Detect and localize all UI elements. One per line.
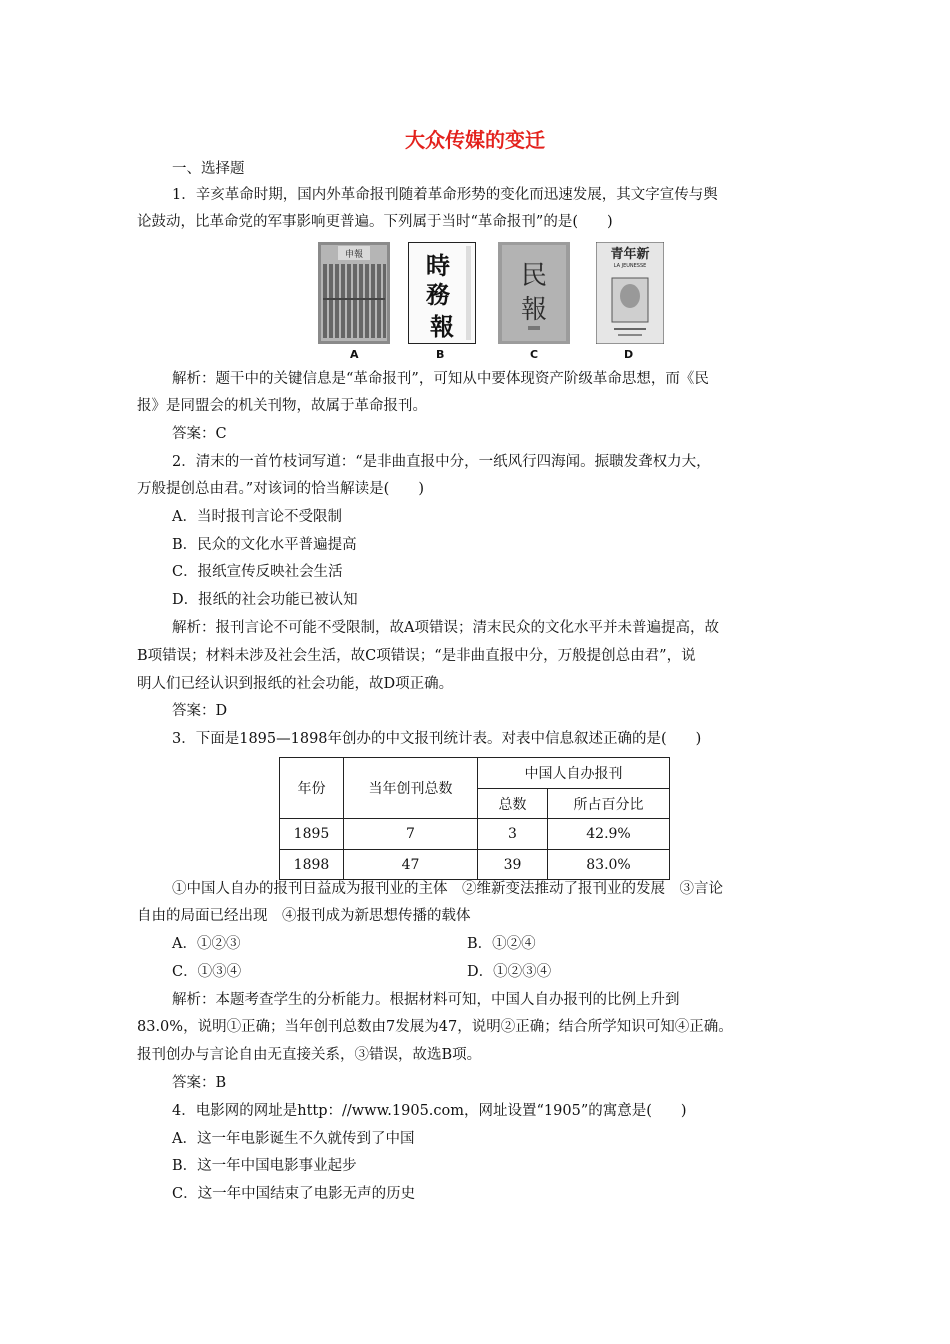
question-3-option-a: A．①②③ — [172, 936, 241, 952]
option-a-image — [318, 242, 390, 361]
cell-count: 39 — [478, 850, 548, 880]
cell-total: 47 — [344, 850, 478, 880]
question-4-option-a: A．这一年电影诞生不久就传到了中国 — [172, 1131, 415, 1147]
question-3-analysis-cont: 83.0%，说明①正确；当年创刊总数由7发展为47，说明②正确；结合所学知识可知④正确。 — [137, 1019, 733, 1035]
question-3-stem: 3．下面是1895—1898年创办的中文报刊统计表。对表中信息叙述正确的是( ) — [172, 731, 702, 747]
cell-percentage: 83.0% — [548, 850, 670, 880]
question-2-analysis-cont: B项错误；材料未涉及社会生活，故C项错误；“是非曲直报中分，万般提创总由君”，说 — [137, 648, 696, 664]
cell-year: 1898 — [280, 850, 344, 880]
question-1-stem: 1．辛亥革命时期，国内外革命报刊随着革命形势的变化而迅速发展，其文字宣传与舆 — [172, 187, 718, 203]
svg-text:務: 務 — [426, 281, 450, 309]
svg-text:民: 民 — [520, 261, 548, 291]
question-1-image-options — [318, 242, 678, 362]
question-4-option-c: C．这一年中国结束了电影无声的历史 — [172, 1186, 416, 1202]
question-4-option-b: B．这一年中国电影事业起步 — [172, 1158, 357, 1174]
cell-percentage: 42.9% — [548, 819, 670, 850]
option-b-image — [408, 242, 476, 361]
question-2-option-c: C．报纸宣传反映社会生活 — [172, 564, 343, 580]
option-c-image — [498, 242, 570, 361]
question-1-stem-cont: 论鼓动，比革命党的军事影响更普遍。下列属于当时“革命报刊”的是( ) — [137, 214, 613, 230]
header-count: 总数 — [478, 789, 548, 819]
xinqingnian-cover-icon — [596, 242, 664, 344]
cell-count: 3 — [478, 819, 548, 850]
question-2-stem-cont: 万般提创总由君。”对该词的恰当解读是( ) — [137, 481, 424, 497]
question-1-analysis: 解析：题干中的关键信息是“革命报刊”，可知从中要体现资产阶级革命思想，而《民 — [172, 371, 709, 387]
newspaper-statistics-table — [279, 757, 670, 880]
question-2-answer: 答案：D — [172, 703, 228, 719]
table-row — [280, 819, 670, 850]
question-2-option-b: B．民众的文化水平普遍提高 — [172, 537, 357, 553]
option-d-subtitle: LA JEUNESSE — [613, 263, 647, 269]
shiwubao-cover-icon — [408, 242, 476, 344]
option-a-masthead: 申報 — [344, 250, 364, 260]
question-3-option-b: B．①②④ — [467, 936, 536, 952]
header-chinese-run: 中国人自办报刊 — [478, 758, 670, 789]
question-2-analysis: 解析：报刊言论不可能不受限制，故A项错误；清末民众的文化水平并未普遍提高，故 — [172, 620, 719, 636]
cell-year: 1895 — [280, 819, 344, 850]
page-title: 大众传媒的变迁 — [405, 128, 545, 152]
question-3-analysis: 解析：本题考查学生的分析能力。根据材料可知，中国人自办报刊的比例上升到 — [172, 992, 680, 1008]
option-d-masthead: 青年新 — [610, 247, 650, 262]
option-d-image — [596, 242, 664, 361]
question-3-answer: 答案：B — [172, 1075, 227, 1091]
minbao-cover-icon — [498, 242, 570, 344]
header-percentage: 所占百分比 — [548, 789, 670, 819]
question-3-statements: ①中国人自办的报刊日益成为报刊业的主体 ②维新变法推动了报刊业的发展 ③言论 — [172, 881, 723, 897]
question-2-analysis-cont2: 明人们已经认识到报纸的社会功能，故D项正确。 — [137, 676, 454, 692]
question-3-statements-cont: 自由的局面已经出现 ④报刊成为新思想传播的载体 — [137, 908, 471, 924]
header-total: 当年创刊总数 — [344, 758, 478, 819]
svg-text:報: 報 — [520, 295, 548, 325]
option-b-caption: B — [436, 348, 445, 361]
table-row — [280, 850, 670, 880]
question-2-option-d: D．报纸的社会功能已被认知 — [172, 592, 358, 608]
option-a-caption: A — [350, 348, 359, 361]
question-1-analysis-cont: 报》是同盟会的机关刊物，故属于革命报刊。 — [137, 398, 427, 414]
svg-text:時: 時 — [426, 252, 450, 280]
svg-text:報: 報 — [430, 313, 454, 341]
question-2-option-a: A．当时报刊言论不受限制 — [172, 509, 342, 525]
question-3-option-c: C．①③④ — [172, 964, 242, 980]
section-heading: 一、选择题 — [172, 161, 245, 177]
newspaper-front-page-icon — [318, 242, 390, 344]
question-2-stem: 2．清末的一首竹枝词写道：“是非曲直报中分，一纸风行四海闻。振聩发聋权力大， — [172, 454, 711, 470]
question-1-answer: 答案：C — [172, 426, 227, 442]
option-d-caption: D — [624, 348, 634, 361]
header-year: 年份 — [280, 758, 344, 819]
question-4-stem: 4．电影网的网址是http：//www.1905.com，网址设置“1905”的寓意是( ) — [172, 1103, 687, 1119]
cell-total: 7 — [344, 819, 478, 850]
option-c-caption: C — [530, 348, 539, 361]
question-3-analysis-cont2: 报刊创办与言论自由无直接关系，③错误，故选B项。 — [137, 1047, 482, 1063]
question-3-option-d: D．①②③④ — [467, 964, 552, 980]
